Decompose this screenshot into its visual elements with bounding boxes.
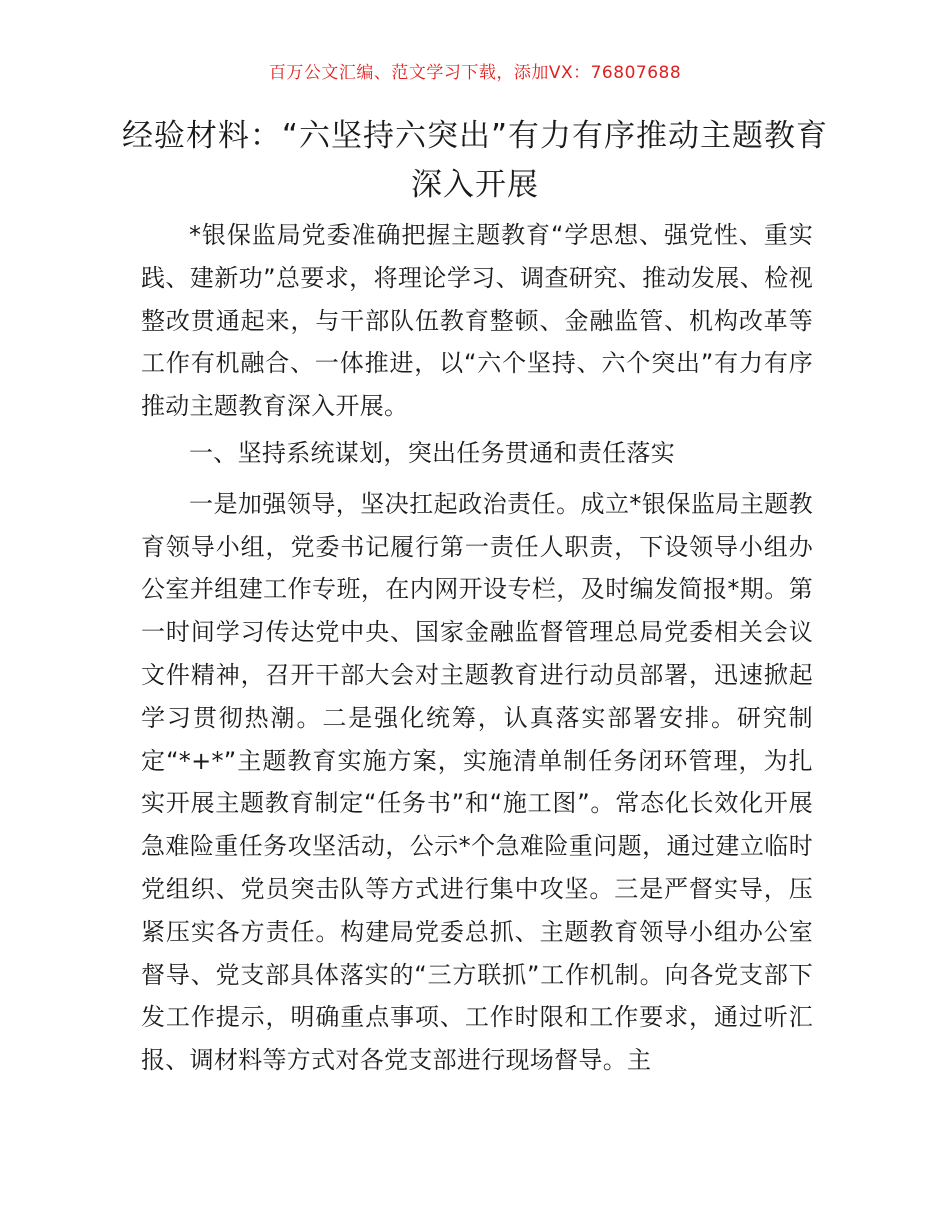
document-title: 经验材料：“六坚持六突出”有力有序推动主题教育深入开展 — [121, 118, 829, 203]
header-ad-text: 百万公文汇编、范文学习下载，添加VX：76807688 — [268, 63, 682, 83]
document-body — [141, 214, 813, 1082]
paragraph-intro: *银保监局党委准确把握主题教育“学思想、强党性、重实践、建新功”总要求，将理论学习、调查研究、推动发展、检视整改贯通起来，与干部队伍教育整顿、金融监管、机构改革等工作有机融合、一体推进，以“六个坚持、六个突出”有力有序推动主题教育深入开展。 — [141, 221, 813, 421]
paragraph-section-1: 一是加强领导，坚决扛起政治责任。成立*银保监局主题教育领导小组，党委书记履行第一责任人职责，下设领导小组办公室并组建工作专班，在内网开设专栏，及时编发简报*期。第一时间学习传达党中央、国家金融监督管理总局党委相关会议文件精神，召开干部大会对主题教育进行动员部署，迅速掀起学习贯彻热潮。二是强化统筹，认真落实部署安排。研究制定“*+*”主题教育实施方案，实施清单制任务闭环管理，为扎实开展主题教育制定“任务书”和“施工图”。常态化长效化开展急难险重任务攻坚活动，公示*个急难险重问题，通过建立临时党组织、党员突击队等方式进行集中攻坚。三是严督实导，压紧压实各方责任。构建局党委总抓、主题教育领导小组办公室督导、党支部具体落实的“三方联抓”工作机制。向各党支部下发工作提示，明确重点事项、工作时限和工作要求，通过听汇报、调材料等方式对各党支部进行现场督导。主 — [141, 489, 813, 1075]
section-heading-1: 一、坚持系统谋划，突出任务贯通和责任落实 — [189, 438, 675, 467]
